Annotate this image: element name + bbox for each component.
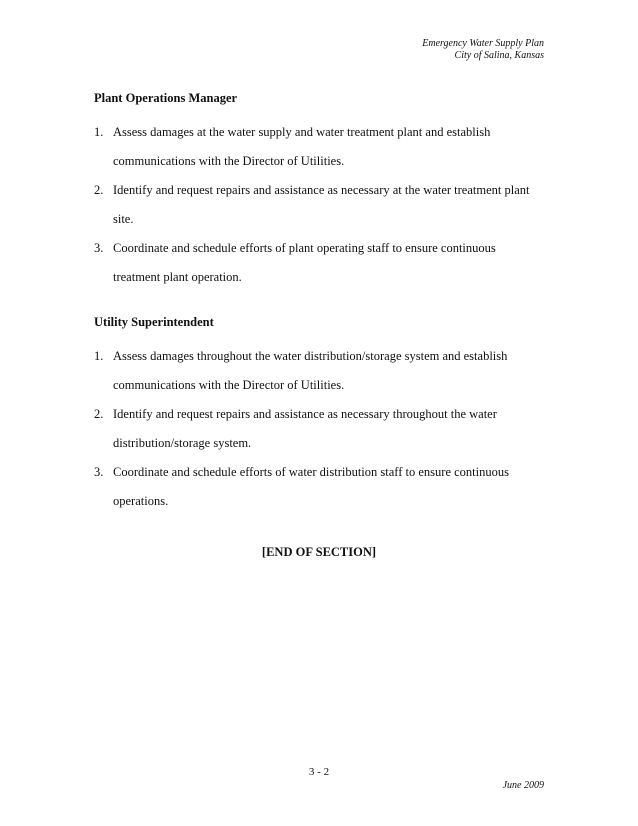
running-header — [422, 38, 544, 62]
list-item — [94, 342, 544, 400]
section-heading: Plant Operations Manager — [94, 91, 238, 105]
item-text: Assess damages throughout the water distribution/storage system and establish communications with the Director of Utilities. — [113, 349, 508, 392]
duties-list — [94, 118, 544, 292]
list-item — [94, 458, 544, 516]
item-text: Identify and request repairs and assistance as necessary at the water treatment plant site. — [113, 183, 530, 226]
section-heading: Utility Superintendent — [94, 315, 214, 329]
item-number: 1. — [94, 349, 104, 363]
section-plant-operations-manager — [94, 88, 544, 292]
page-number: 3 - 2 — [308, 766, 330, 778]
end-of-section-marker: [END OF SECTION] — [261, 545, 377, 559]
item-number: 2. — [94, 183, 104, 197]
item-text: Assess damages at the water supply and water treatment plant and establish communications with the Director of Utilities. — [113, 125, 491, 168]
list-item — [94, 176, 544, 234]
list-item — [94, 400, 544, 458]
item-number: 3. — [94, 465, 104, 479]
section-utility-superintendent — [94, 312, 544, 516]
footer-date: June 2009 — [502, 780, 544, 791]
header-city: City of Salina, Kansas — [454, 50, 544, 61]
header-plan-title: Emergency Water Supply Plan — [422, 38, 544, 49]
item-number: 3. — [94, 241, 104, 255]
item-number: 2. — [94, 407, 104, 421]
item-number: 1. — [94, 125, 104, 139]
item-text: Coordinate and schedule efforts of water distribution staff to ensure continuous operations. — [113, 465, 509, 508]
list-item — [94, 118, 544, 176]
item-text: Identify and request repairs and assistance as necessary throughout the water distribution/storage system. — [113, 407, 497, 450]
duties-list — [94, 342, 544, 516]
list-item — [94, 234, 544, 292]
document-body — [94, 88, 544, 516]
item-text: Coordinate and schedule efforts of plant operating staff to ensure continuous treatment plant operation. — [113, 241, 496, 284]
